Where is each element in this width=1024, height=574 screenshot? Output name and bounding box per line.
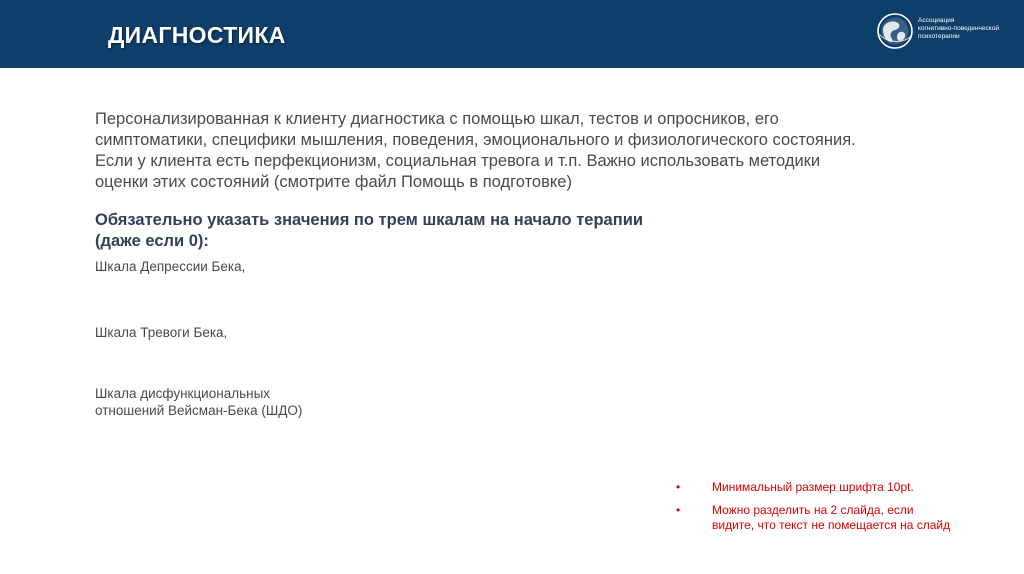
scale-dysfunctional-attitudes <box>95 385 302 419</box>
note-line: Минимальный размер шрифта 10pt. <box>712 480 914 494</box>
logo-text-line: психотерапии <box>918 33 960 40</box>
intro-line: Персонализированная к клиенту диагностика с помощью шкал, тестов и опросников, его <box>95 110 779 128</box>
logo-text-line: когнитивно-поведенческой <box>918 25 999 32</box>
bullet-icon: • <box>676 503 681 517</box>
note-line: видите, что текст не помещается на слайд <box>712 518 951 532</box>
scale-label: Шкала Депрессии Бека, <box>95 259 246 274</box>
association-logo <box>876 12 1016 52</box>
scale-beck-anxiety <box>95 324 227 341</box>
intro-line: симптоматики, специфики мышления, поведения, эмоционального и физиологического состояния. <box>95 131 856 149</box>
intro-paragraph <box>95 109 975 193</box>
intro-line: Если у клиента есть перфекционизм, социальная тревога и т.п. Важно использовать методики <box>95 152 821 170</box>
required-line: Обязательно указать значения по трем шкалам на начало терапии <box>95 211 643 229</box>
notes-list <box>676 480 1016 541</box>
required-line: (даже если 0): <box>95 232 209 250</box>
note-line: Можно разделить на 2 слайда, если <box>712 503 914 517</box>
note-item <box>676 480 1016 495</box>
logo-text <box>918 17 1014 41</box>
header-bar <box>0 0 1024 68</box>
intro-line: оценки этих состояний (смотрите файл Помощь в подготовке) <box>95 173 572 191</box>
note-item <box>676 503 1016 533</box>
scale-label: отношений Вейсман-Бека (ШДО) <box>95 403 303 418</box>
slide-title: ДИАГНОСТИКА <box>108 22 286 48</box>
globe-logo-icon <box>876 12 914 50</box>
scale-label: Шкала Тревоги Бека, <box>95 325 228 340</box>
logo-text-line: Ассоциация <box>918 17 955 24</box>
scale-beck-depression <box>95 258 245 275</box>
required-heading <box>95 210 643 252</box>
bullet-icon: • <box>676 480 681 494</box>
scale-label: Шкала дисфункциональных <box>95 386 271 401</box>
